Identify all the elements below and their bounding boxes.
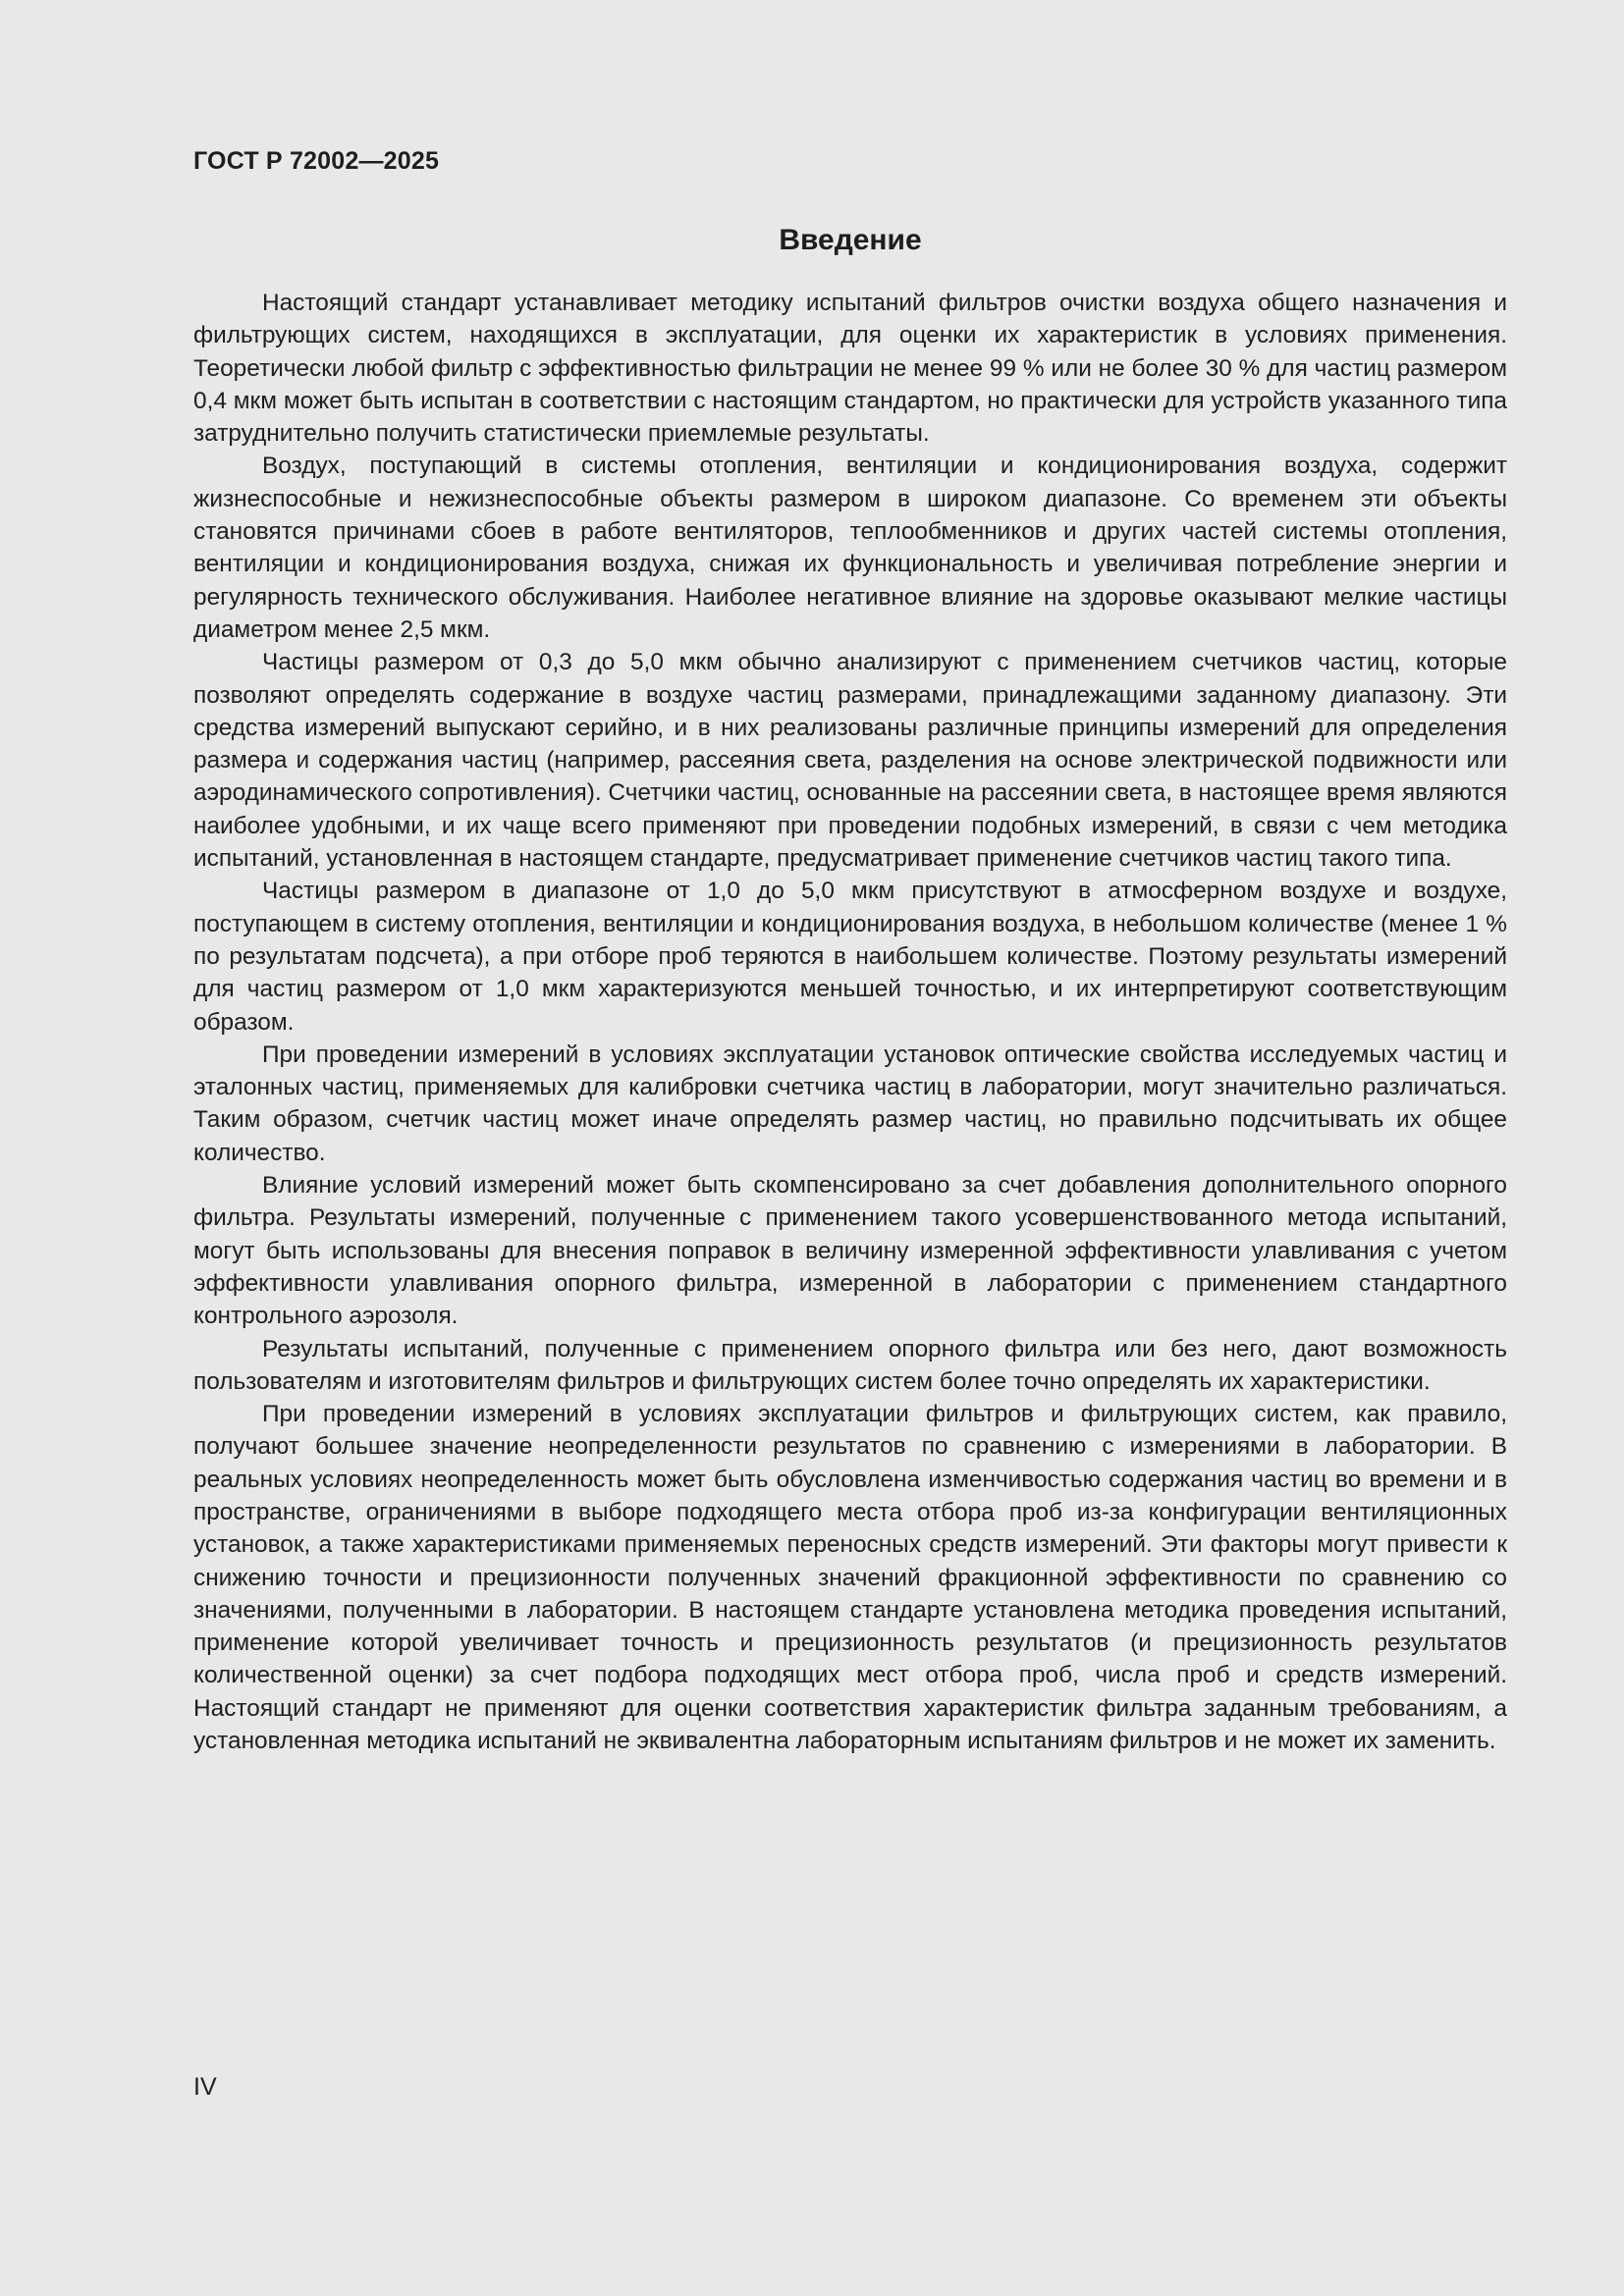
paragraph-4: Частицы размером в диапазоне от 1,0 до 5,0 мкм присутствуют в атмосферном воздухе и воздухе, поступающем в систему отопления, вентиляции и кондиционирования воздуха, в небольшом количестве (менее 1 % по результатам подсчета), а при отборе проб теряются в наибольшем количестве. Поэтому результаты измерений для частиц размером от 1,0 мкм характеризуются меньшей точностью, и их интерпретируют соответствующим образом.	[193, 878, 1507, 1036]
paragraph-8: При проведении измерений в условиях эксплуатации фильтров и фильтрующих систем, как правило, получают большее значение неопределенности результатов по сравнению с измерениями в лаборатории. В реальных условиях неопределенность может быть обусловлена изменчивостью содержания частиц во времени и в пространстве, ограничениями в выборе подходящего места отбора проб из-за конфигурации вентиляционных установок, а также характеристиками применяемых переносных средств измерений. Эти факторы могут привести к снижению точности и прецизионности полученных значений фракционной эффективности по сравнению со значениями, полученными в лаборатории. В настоящем стандарте установлена методика проведения испытаний, применение которой увеличивает точность и прецизионность результатов (и прецизионность результатов количественной оценки) за счет подбора подходящих мест отбора проб, числа проб и средств измерений. Настоящий стандарт не применяют для оценки соответствия характеристик фильтра заданным требованиям, а установленная методика испытаний не эквивалентна лабораторным испытаниям фильтров и не может их заменить.	[193, 1401, 1507, 1755]
section-body	[193, 287, 1507, 1757]
page-number: IV	[193, 2073, 217, 2101]
paragraph-5: При проведении измерений в условиях эксплуатации установок оптические свойства исследуемых частиц и эталонных частиц, применяемых для калибровки счетчика частиц в лаборатории, могут значительно различаться. Таким образом, счетчик частиц может иначе определять размер частиц, но правильно подсчитывать их общее количество.	[193, 1041, 1507, 1166]
paragraph-6: Влияние условий измерений может быть скомпенсировано за счет добавления дополнительного опорного фильтра. Результаты измерений, полученные с применением такого усовершенствованного метода испытаний, могут быть использованы для внесения поправок в величину измеренной эффективности улавливания с учетом эффективности улавливания опорного фильтра, измеренной в лаборатории с применением стандартного контрольного аэрозоля.	[193, 1172, 1507, 1330]
paragraph-3: Частицы размером от 0,3 до 5,0 мкм обычно анализируют с применением счетчиков частиц, которые позволяют определять содержание в воздухе частиц размерами, принадлежащими заданному диапазону. Эти средства измерений выпускают серийно, и в них реализованы различные принципы измерений для определения размера и содержания частиц (например, рассеяния света, разделения на основе электрической подвижности или аэродинамического сопротивления). Счетчики частиц, основанные на рассеянии света, в настоящее время являются наиболее удобными, и их чаще всего применяют при проведении подобных измерений, в связи с чем методика испытаний, установленная в настоящем стандарте, предусматривает применение счетчиков частиц такого типа.	[193, 649, 1507, 873]
paragraph-1: Настоящий стандарт устанавливает методику испытаний фильтров очистки воздуха общего назначения и фильтрующих систем, находящихся в эксплуатации, для оценки их характеристик в условиях применения. Теоретически любой фильтр с эффективностью фильтрации не менее 99 % или не более 30 % для частиц размером 0,4 мкм может быть испытан в соответствии с настоящим стандартом, но практически для устройств указанного типа затруднительно получить статистически приемлемые результаты.	[193, 290, 1507, 448]
paragraph-2: Воздух, поступающий в системы отопления, вентиляции и кондиционирования воздуха, содержит жизнеспособные и нежизнеспособные объекты размером в широком диапазоне. Со временем эти объекты становятся причинами сбоев в работе вентиляторов, теплообменников и других частей системы отопления, вентиляции и кондиционирования воздуха, снижая их функциональность и увеличивая потребление энергии и регулярность технического обслуживания. Наиболее негативное влияние на здоровье оказывают мелкие частицы диаметром менее 2,5 мкм.	[193, 453, 1507, 643]
document-code: ГОСТ Р 72002—2025	[193, 147, 440, 175]
section-title: Введение	[779, 224, 922, 256]
paragraph-7: Результаты испытаний, полученные с применением опорного фильтра или без него, дают возможность пользователям и изготовителям фильтров и фильтрующих систем более точно определять их характеристики.	[193, 1335, 1507, 1395]
